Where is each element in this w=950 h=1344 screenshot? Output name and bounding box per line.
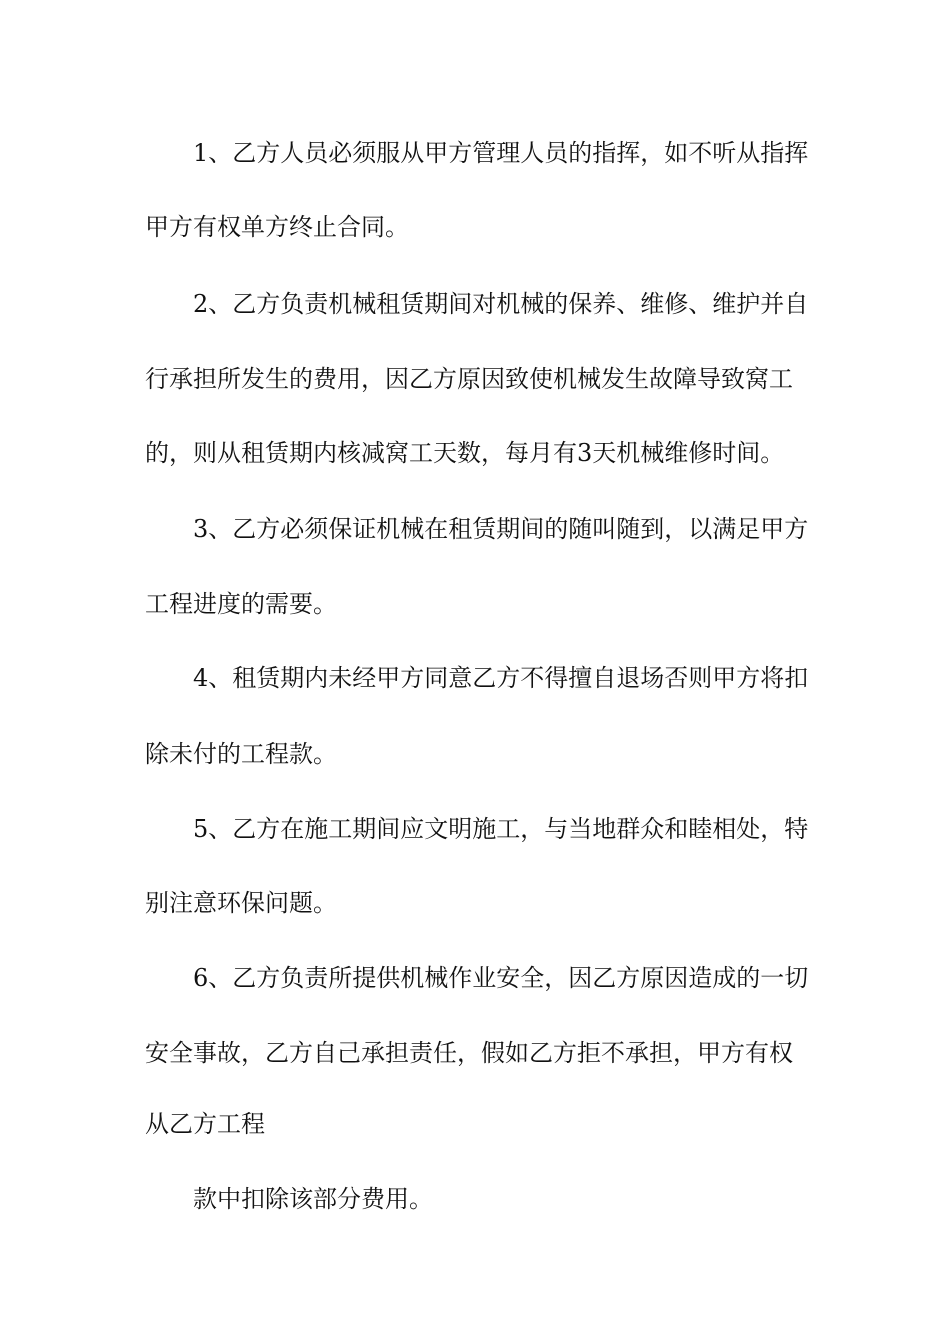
clause-4-line-2: 除未付的工程款。 [145,740,337,768]
clause-6-line-3: 从乙方工程 [145,1110,265,1138]
clause-3-line-2: 工程进度的需要。 [145,590,337,618]
clause-3-line-1: 3、乙方必须保证机械在租赁期间的随叫随到，以满足甲方 [193,515,809,543]
clause-5-line-1: 5、乙方在施工期间应文明施工，与当地群众和睦相处，特 [193,815,809,843]
clause-2-line-2: 行承担所发生的费用，因乙方原因致使机械发生故障导致窝工 [145,365,793,393]
clause-2-line-1: 2、乙方负责机械租赁期间对机械的保养、维修、维护并自 [193,290,809,318]
clause-6-line-1: 6、乙方负责所提供机械作业安全，因乙方原因造成的一切 [193,964,809,992]
clause-1-line-1: 1、乙方人员必须服从甲方管理人员的指挥，如不听从指挥 [193,139,809,167]
clause-2-line-3: 的，则从租赁期内核减窝工天数，每月有3天机械维修时间。 [145,439,785,467]
clause-6-line-4: 款中扣除该部分费用。 [193,1185,433,1213]
clause-1-line-2: 甲方有权单方终止合同。 [145,213,409,241]
clause-5-line-2: 别注意环保问题。 [145,889,337,917]
clause-6-line-2: 安全事故，乙方自己承担责任，假如乙方拒不承担，甲方有权 [145,1039,793,1067]
clause-4-line-1: 4、租赁期内未经甲方同意乙方不得擅自退场否则甲方将扣 [193,664,809,692]
